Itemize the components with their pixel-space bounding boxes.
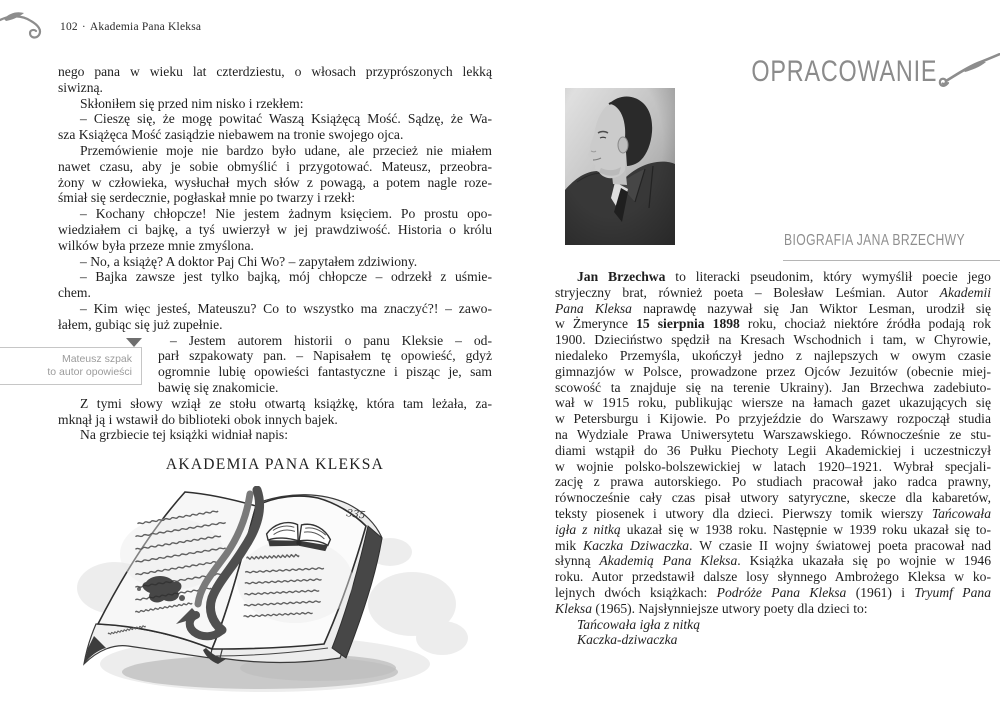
flourish-icon-right xyxy=(938,53,1000,95)
paragraph: Przemówienie moje nie bardzo było udane, ale przecież nie miałem nawet czasu, aby je sobie obmyślić i przygotować. Mateusz, przeobra- żony w człowieka, wysłuchał mych słów z powagą, a potem nagle roze- śmiał się serdecznie, pogłaskał mnie po twarzy i rzekł: xyxy=(58,142,492,206)
work-title: Kaczka-dziwaczka xyxy=(577,632,678,648)
paragraph: Z tymi słowy wziął ze stołu otwartą książkę, która tam leżała, za- mknął ją i wstawił do biblioteki obok innych bajek. xyxy=(58,395,492,427)
header-separator: · xyxy=(81,21,86,33)
paragraph: – Jestem autorem historii o panu Kleksie – od- parł szpakowaty pan. – Napisałem tę opowieść, gdyż ogromnie lubię opowieści fantastyczne i pisząc je, sam bawię się znakomicie. xyxy=(158,332,492,395)
paragraph: Skłoniłem się przed nim nisko i rzekłem: xyxy=(80,95,304,111)
work-title: Tańcowała igła z nitką xyxy=(577,616,700,632)
page-number: 102 xyxy=(60,21,78,33)
paragraph: nego pana w wieku lat czterdziestu, o włosach przyprószonych lekką siwizną. xyxy=(58,64,492,95)
paragraph: Na grzbiecie tej książki widniał napis: xyxy=(80,427,288,443)
running-header xyxy=(60,21,201,33)
paragraph: – Cieszę się, że mogę powitać Waszą Książęcą Mość. Sądzę, że Wa- sza Książęca Mość zasiądzie niebawem na tronie swojego ojca. xyxy=(58,111,492,143)
subsection-title: BIOGRAFIA JANA BRZECHWY xyxy=(784,232,966,249)
margin-note-marker-icon xyxy=(126,338,142,347)
portrait-photo xyxy=(565,88,675,245)
ink-splash xyxy=(179,595,185,601)
running-title: Akademia Pana Kleksa xyxy=(89,21,202,33)
open-book-illustration xyxy=(60,486,480,704)
works-list xyxy=(555,617,991,649)
subsection-rule xyxy=(783,260,1000,261)
margin-note xyxy=(0,347,142,385)
paragraph: – No, a książę? A doktor Paj Chi Wo? – zapytałem zdziwiony. xyxy=(80,253,418,269)
margin-note-line: Mateusz szpak xyxy=(61,353,132,365)
ink-splash xyxy=(137,587,141,591)
left-body-text xyxy=(58,64,492,443)
paragraph: – Bajka zawsze jest tylko bajką, mój chłopcze – odrzekł z uśmie- chem. xyxy=(58,269,492,301)
flourish-icon-left xyxy=(0,11,56,43)
biography-text: Jan Brzechwa to literacki pseudonim, który wymyślił poecie jego stryjeczny brat, również poeta – Bolesław Leśmian. Autor Akademii Pana Kleksa naprawdę nazywał się Jan Wiktor Lesman, urodził się w Żmerynce 15 sierpnia 1898 roku, chociaż niektóre źródła podają rok 1900. Dzieciństwo spędził na Kresach Wschodnich i tam, w Chyrowie, niedaleko Przemyśla, ukończył jedno z najlepszych w owym czasie gimnazjów w Polsce, prowadzone przez Ojców Jezuitów (obecnie miej- scowość ta znajduje się na terenie Ukrainy). Jan Brzechwa zadebiuto- wał w 1915 roku, publikując wiersze na łamach gazet ukazujących się w Petersburgu i Kijowie. Po przyjeździe do Warszawy rozpoczął studia na Wydziale Prawa Uniwersytetu Warszawskiego. Równocześnie ze stu- diami wstąpił do 36 Pułku Piechoty Legii Akademickiej i uczestniczył w wojnie polsko-bolszewickiej w latach 1920–1921. Wybrał specjali- zację z prawa autorskiego. Po studiach pracował jako radca prawny, równocześnie cały czas pisał utwory satyryczne, skecze dla kabaretów, teksty piosenek i utwory dla dzieci. Pierwszy tomik wierszy Tańcowała igła z nitką ukazał się w 1938 roku. Następnie w 1939 roku ukazał się to- mik Kaczka Dziwaczka. W czasie II wojny światowej poeta pracował nad słynną Akademią Pana Kleksa. Książka ukazała się po wojnie w 1946 roku. Autor przedstawił dalsze losy słynnego Ambrożego Kleksa w ko- lejnych dwóch książkach: Podróże Pana Kleksa (1961) i Tryumf Pana Kleksa (1965). Najsłynniejsze utwory poety dla dzieci to: Tańcowała igła z nitką Kaczka-dziwaczka xyxy=(555,269,992,648)
margin-note-line: to autor opowieści xyxy=(47,366,132,378)
section-title: OPRACOWANIE xyxy=(751,55,937,88)
book-spine-title: AKADEMIA PANA KLEKSA xyxy=(165,456,385,473)
drawn-page-number: 335 xyxy=(345,508,367,522)
paragraph: – Kim więc jesteś, Mateuszu? Co to wszystko ma znaczyć?! – zawo- łałem, gubiąc się już zupełnie. xyxy=(58,300,492,332)
paragraph: – Kochany chłopcze! Nie jestem żadnym księciem. Po prostu opo- wiedziałem ci bajkę, a tyś uwierzył w jej prawdziwość. Historia o królu wilków była przeze mnie zmyślona. xyxy=(58,206,492,253)
